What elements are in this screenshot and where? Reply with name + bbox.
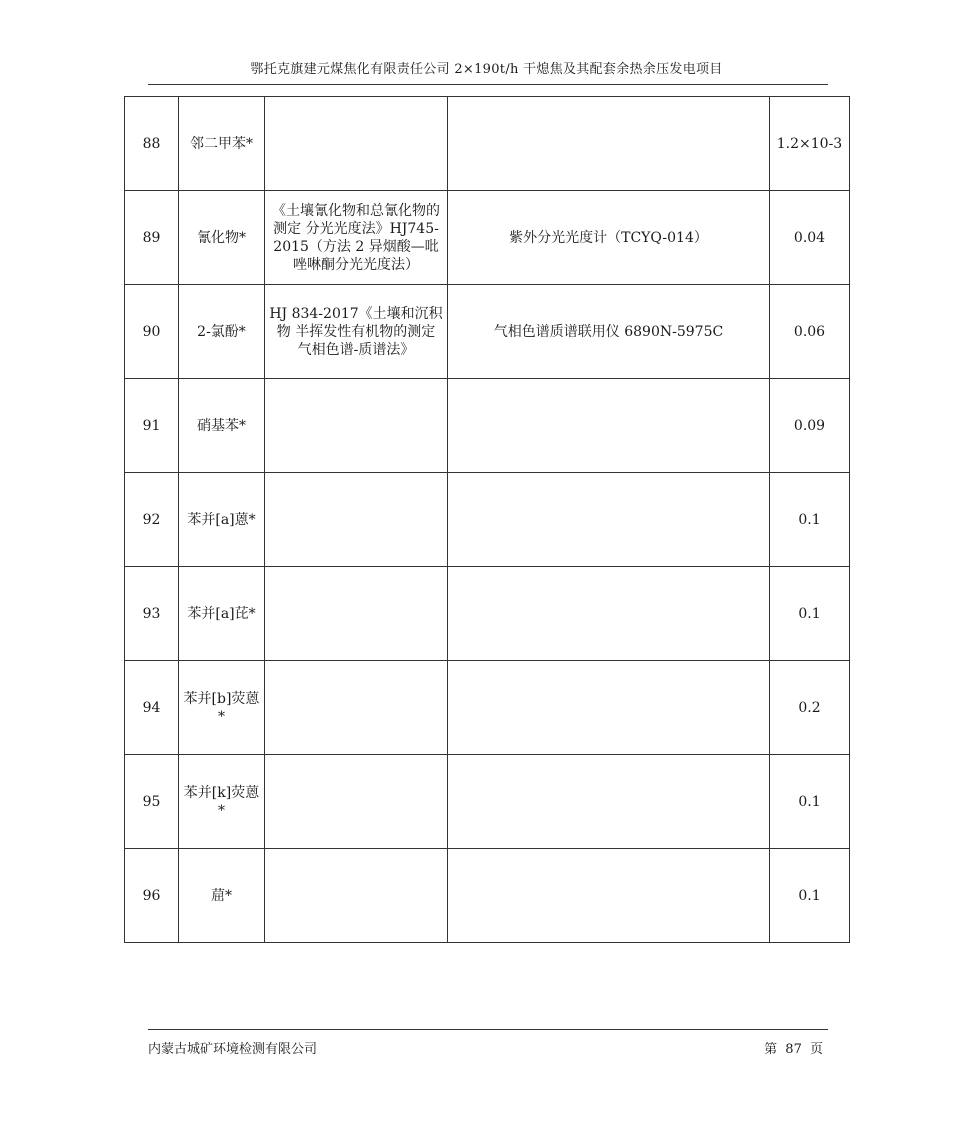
analyte-name: 苯并[a]蒽* bbox=[179, 473, 265, 567]
row-number: 92 bbox=[125, 473, 179, 567]
row-number: 89 bbox=[125, 191, 179, 285]
method-cell bbox=[265, 567, 448, 661]
instrument-cell: 气相色谱质谱联用仪 6890N-5975C bbox=[448, 285, 770, 379]
detection-limit: 0.2 bbox=[770, 661, 850, 755]
method-cell bbox=[265, 755, 448, 849]
table-row bbox=[125, 849, 850, 943]
detection-limit: 0.1 bbox=[770, 473, 850, 567]
detection-limit: 1.2×10-3 bbox=[770, 97, 850, 191]
method-cell bbox=[265, 97, 448, 191]
page-suffix: 页 bbox=[809, 1042, 823, 1057]
detection-limit: 0.1 bbox=[770, 849, 850, 943]
page-number-label bbox=[762, 1038, 825, 1057]
row-number: 95 bbox=[125, 755, 179, 849]
row-number: 88 bbox=[125, 97, 179, 191]
method-cell bbox=[265, 379, 448, 473]
header-divider bbox=[148, 84, 828, 85]
table-row bbox=[125, 567, 850, 661]
instrument-cell bbox=[448, 379, 770, 473]
page-header-title: 鄂托克旗建元煤焦化有限责任公司 2×190t/h 干熄焦及其配套余热余压发电项目 bbox=[250, 62, 723, 77]
table-row bbox=[125, 191, 850, 285]
analyte-name: 䓛* bbox=[179, 849, 265, 943]
detection-limit: 0.06 bbox=[770, 285, 850, 379]
table-row bbox=[125, 661, 850, 755]
method-cell bbox=[265, 473, 448, 567]
analyte-name: 邻二甲苯* bbox=[179, 97, 265, 191]
table-row bbox=[125, 755, 850, 849]
table-row bbox=[125, 97, 850, 191]
detection-method-table bbox=[124, 96, 850, 943]
row-number: 91 bbox=[125, 379, 179, 473]
method-cell bbox=[265, 661, 448, 755]
method-cell: 《土壤氰化物和总氰化物的测定 分光光度法》HJ745-2015（方法 2 异烟酸—吡唑啉酮分光光度法） bbox=[265, 191, 448, 285]
analyte-name: 2-氯酚* bbox=[179, 285, 265, 379]
instrument-cell bbox=[448, 473, 770, 567]
detection-limit: 0.1 bbox=[770, 567, 850, 661]
instrument-cell bbox=[448, 567, 770, 661]
page-number: 87 bbox=[785, 1042, 802, 1057]
detection-limit: 0.09 bbox=[770, 379, 850, 473]
footer-divider bbox=[148, 1029, 828, 1030]
analyte-name: 苯并[a]芘* bbox=[179, 567, 265, 661]
table-row bbox=[125, 473, 850, 567]
analyte-name: 苯并[b]荧蒽* bbox=[179, 661, 265, 755]
instrument-cell bbox=[448, 97, 770, 191]
footer-company: 内蒙古城矿环境检测有限公司 bbox=[148, 1042, 318, 1057]
method-cell: HJ 834-2017《土壤和沉积物 半挥发性有机物的测定 气相色谱-质谱法》 bbox=[265, 285, 448, 379]
detection-limit: 0.04 bbox=[770, 191, 850, 285]
analyte-name: 硝基苯* bbox=[179, 379, 265, 473]
instrument-cell: 紫外分光光度计（TCYQ-014） bbox=[448, 191, 770, 285]
table-row bbox=[125, 379, 850, 473]
instrument-cell bbox=[448, 661, 770, 755]
method-cell bbox=[265, 849, 448, 943]
row-number: 96 bbox=[125, 849, 179, 943]
analyte-name: 苯并[k]荧蒽* bbox=[179, 755, 265, 849]
page-prefix: 第 bbox=[764, 1042, 778, 1057]
table-row bbox=[125, 285, 850, 379]
detection-limit: 0.1 bbox=[770, 755, 850, 849]
instrument-cell bbox=[448, 849, 770, 943]
row-number: 94 bbox=[125, 661, 179, 755]
instrument-cell bbox=[448, 755, 770, 849]
analyte-name: 氰化物* bbox=[179, 191, 265, 285]
row-number: 90 bbox=[125, 285, 179, 379]
row-number: 93 bbox=[125, 567, 179, 661]
